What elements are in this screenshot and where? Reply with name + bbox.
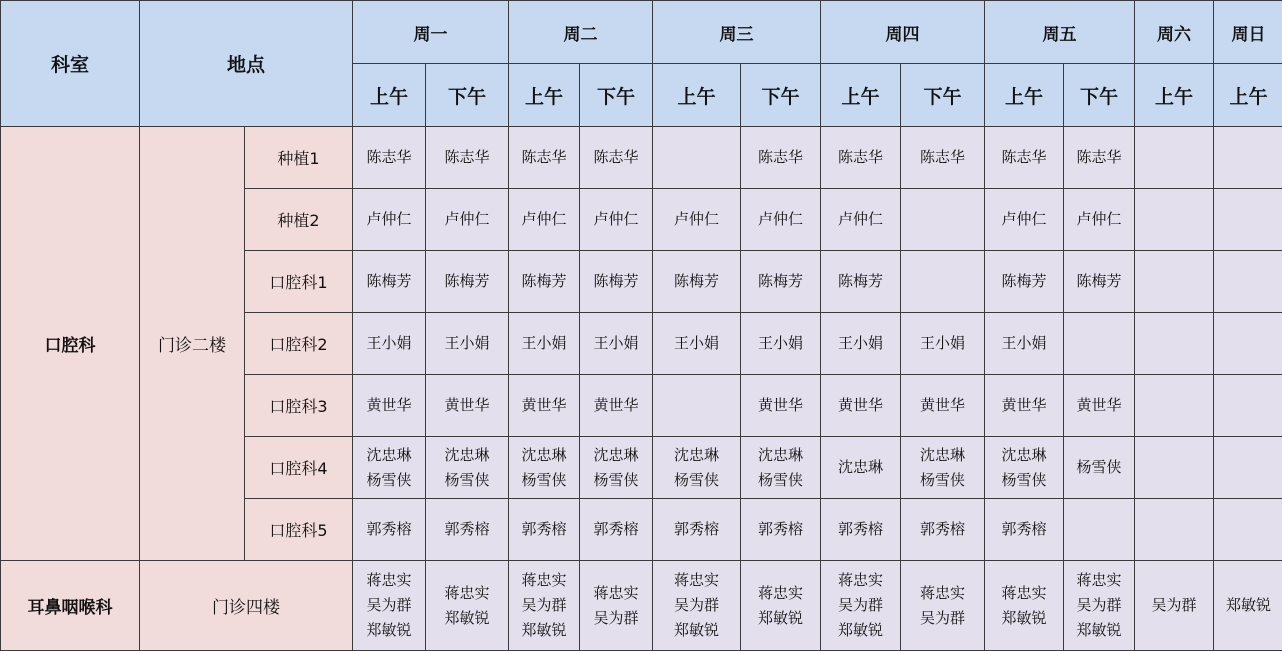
schedule-cell[interactable] (901, 499, 985, 561)
schedule-cell[interactable] (821, 499, 901, 561)
doctor-name: 卢仲仁 (353, 207, 425, 232)
doctor-name: 陈梅芳 (353, 269, 425, 294)
schedule-cell[interactable] (901, 561, 985, 651)
doctor-name: 王小娟 (580, 331, 652, 356)
schedule-cell[interactable] (1135, 189, 1214, 251)
doctor-name: 陈梅芳 (653, 269, 740, 294)
schedule-cell[interactable] (509, 127, 580, 189)
room-cell: 口腔科1 (245, 251, 353, 313)
doctor-name: 卢仲仁 (653, 207, 740, 232)
doctor-name: 卢仲仁 (509, 207, 579, 232)
doctor-name: 沈忠琳 (509, 443, 579, 468)
schedule-cell[interactable] (1214, 375, 1282, 437)
schedule-cell[interactable] (1135, 375, 1214, 437)
doctor-name: 蒋忠实 (426, 581, 508, 606)
schedule-cell[interactable] (741, 375, 821, 437)
doctor-name: 王小娟 (741, 331, 820, 356)
doctor-name: 陈梅芳 (821, 269, 900, 294)
doctor-name: 吴为群 (1135, 593, 1213, 618)
doctor-name: 杨雪侠 (426, 468, 508, 493)
doctor-name: 吴为群 (1064, 593, 1134, 618)
doctor-name: 蒋忠实 (1064, 568, 1134, 593)
doctor-name: 沈忠琳 (741, 443, 820, 468)
slot-header-tue-am: 上午 (509, 64, 580, 127)
dept-header: 科室 (1, 1, 140, 127)
doctor-name: 卢仲仁 (580, 207, 652, 232)
schedule-cell[interactable] (741, 499, 821, 561)
doctor-name: 陈梅芳 (985, 269, 1063, 294)
schedule-cell[interactable] (821, 561, 901, 651)
schedule-cell[interactable] (901, 189, 985, 251)
doctor-name: 黄世华 (580, 393, 652, 418)
doctor-name: 王小娟 (653, 331, 740, 356)
schedule-cell[interactable] (580, 499, 653, 561)
room-cell: 口腔科2 (245, 313, 353, 375)
doctor-name: 郭秀榕 (985, 517, 1063, 542)
doctor-name: 沈忠琳 (985, 443, 1063, 468)
doctor-name: 郭秀榕 (509, 517, 579, 542)
doctor-name: 黄世华 (985, 393, 1063, 418)
schedule-cell[interactable] (1064, 127, 1135, 189)
doctor-name: 陈志华 (353, 145, 425, 170)
schedule-cell[interactable] (1214, 251, 1282, 313)
schedule-row (1, 127, 1282, 189)
doctor-name: 杨雪侠 (985, 468, 1063, 493)
slot-header-wed-am: 上午 (653, 64, 741, 127)
schedule-cell[interactable] (741, 437, 821, 499)
schedule-cell[interactable] (1135, 127, 1214, 189)
location-header: 地点 (140, 1, 353, 127)
room-cell: 口腔科4 (245, 437, 353, 499)
doctor-name: 卢仲仁 (985, 207, 1063, 232)
schedule-row (1, 561, 1282, 651)
doctor-name: 陈梅芳 (580, 269, 652, 294)
slot-header-thu-am: 上午 (821, 64, 901, 127)
schedule-cell[interactable] (426, 251, 509, 313)
schedule-cell[interactable] (426, 499, 509, 561)
doctor-name: 杨雪侠 (509, 468, 579, 493)
schedule-cell[interactable] (580, 561, 653, 651)
doctor-name: 杨雪侠 (741, 468, 820, 493)
doctor-name: 郭秀榕 (741, 517, 820, 542)
schedule-cell[interactable] (509, 437, 580, 499)
schedule-cell[interactable] (509, 313, 580, 375)
doctor-name: 王小娟 (985, 331, 1063, 356)
doctor-name: 郭秀榕 (426, 517, 508, 542)
doctor-name: 王小娟 (901, 331, 984, 356)
day-header-sat: 周六 (1135, 1, 1214, 64)
doctor-name: 吴为群 (821, 593, 900, 618)
schedule-cell[interactable] (580, 251, 653, 313)
doctor-name: 吴为群 (901, 606, 984, 631)
doctor-name: 蒋忠实 (653, 568, 740, 593)
doctor-name: 杨雪侠 (653, 468, 740, 493)
doctor-name: 吴为群 (509, 593, 579, 618)
schedule-cell[interactable] (1064, 437, 1135, 499)
doctor-name: 陈梅芳 (509, 269, 579, 294)
doctor-name: 陈志华 (580, 145, 652, 170)
schedule-cell[interactable] (426, 127, 509, 189)
schedule-cell[interactable] (653, 437, 741, 499)
schedule-cell[interactable] (353, 375, 426, 437)
doctor-name: 吴为群 (580, 606, 652, 631)
schedule-cell[interactable] (1135, 313, 1214, 375)
doctor-name: 郑敏锐 (741, 606, 820, 631)
doctor-name: 沈忠琳 (580, 443, 652, 468)
schedule-cell[interactable] (580, 375, 653, 437)
doctor-name: 陈梅芳 (741, 269, 820, 294)
schedule-cell[interactable] (1064, 251, 1135, 313)
schedule-cell[interactable] (901, 437, 985, 499)
doctor-name: 陈志华 (985, 145, 1063, 170)
schedule-cell[interactable] (353, 127, 426, 189)
schedule-cell[interactable] (580, 189, 653, 251)
schedule-cell[interactable] (1214, 189, 1282, 251)
slot-header-fri-pm: 下午 (1064, 64, 1135, 127)
schedule-body (1, 127, 1282, 651)
schedule-cell[interactable] (426, 561, 509, 651)
doctor-name: 杨雪侠 (1064, 455, 1134, 480)
doctor-name: 王小娟 (426, 331, 508, 356)
schedule-cell[interactable] (901, 127, 985, 189)
day-header-mon: 周一 (353, 1, 509, 64)
doctor-name: 黄世华 (901, 393, 984, 418)
doctor-name: 蒋忠实 (741, 581, 820, 606)
schedule-cell[interactable] (741, 251, 821, 313)
schedule-cell[interactable] (509, 375, 580, 437)
schedule-cell[interactable] (353, 313, 426, 375)
doctor-name: 沈忠琳 (821, 455, 900, 480)
schedule-cell[interactable] (1214, 499, 1282, 561)
schedule-cell[interactable] (509, 251, 580, 313)
doctor-name: 黄世华 (821, 393, 900, 418)
schedule-cell[interactable] (653, 313, 741, 375)
schedule-cell[interactable] (1214, 313, 1282, 375)
dept-cell: 口腔科 (1, 127, 140, 561)
doctor-name: 沈忠琳 (653, 443, 740, 468)
slot-header-wed-pm: 下午 (741, 64, 821, 127)
doctor-name: 杨雪侠 (580, 468, 652, 493)
doctor-name: 杨雪侠 (901, 468, 984, 493)
schedule-cell[interactable] (509, 561, 580, 651)
doctor-name: 沈忠琳 (353, 443, 425, 468)
schedule-cell[interactable] (653, 375, 741, 437)
schedule-cell[interactable] (353, 251, 426, 313)
schedule-cell[interactable] (1064, 561, 1135, 651)
schedule-cell[interactable] (1064, 499, 1135, 561)
schedule-cell[interactable] (985, 313, 1064, 375)
doctor-name: 郑敏锐 (353, 618, 425, 643)
schedule-cell[interactable] (1135, 437, 1214, 499)
schedule-cell[interactable] (353, 189, 426, 251)
schedule-cell[interactable] (901, 375, 985, 437)
schedule-cell[interactable] (821, 375, 901, 437)
doctor-name: 黄世华 (1064, 393, 1134, 418)
schedule-cell[interactable] (985, 437, 1064, 499)
doctor-name: 王小娟 (509, 331, 579, 356)
schedule-cell[interactable] (1135, 561, 1214, 651)
schedule-cell[interactable] (985, 561, 1064, 651)
schedule-cell[interactable] (821, 189, 901, 251)
location-cell: 门诊四楼 (140, 561, 353, 651)
doctor-name: 卢仲仁 (821, 207, 900, 232)
slot-header-sat-am: 上午 (1135, 64, 1214, 127)
doctor-name: 陈梅芳 (426, 269, 508, 294)
schedule-cell[interactable] (821, 313, 901, 375)
doctor-name: 卢仲仁 (1064, 207, 1134, 232)
schedule-cell[interactable] (353, 437, 426, 499)
doctor-name: 蒋忠实 (901, 581, 984, 606)
dept-cell: 耳鼻咽喉科 (1, 561, 140, 651)
doctor-name: 杨雪侠 (353, 468, 425, 493)
doctor-name: 郑敏锐 (1214, 593, 1282, 618)
doctor-name: 黄世华 (353, 393, 425, 418)
schedule-cell[interactable] (741, 189, 821, 251)
doctor-name: 蒋忠实 (353, 568, 425, 593)
doctor-name: 蒋忠实 (821, 568, 900, 593)
day-header-fri: 周五 (985, 1, 1135, 64)
schedule-cell[interactable] (426, 313, 509, 375)
slot-header-mon-pm: 下午 (426, 64, 509, 127)
doctor-name: 沈忠琳 (426, 443, 508, 468)
schedule-cell[interactable] (353, 499, 426, 561)
schedule-cell[interactable] (1135, 499, 1214, 561)
doctor-name: 王小娟 (821, 331, 900, 356)
doctor-name: 黄世华 (426, 393, 508, 418)
slot-header-sun-am: 上午 (1214, 64, 1282, 127)
schedule-cell[interactable] (985, 251, 1064, 313)
schedule-cell[interactable] (985, 127, 1064, 189)
doctor-name: 郑敏锐 (509, 618, 579, 643)
schedule-cell[interactable] (653, 127, 741, 189)
day-header-tue: 周二 (509, 1, 653, 64)
schedule-cell[interactable] (821, 127, 901, 189)
day-header-wed: 周三 (653, 1, 821, 64)
doctor-name: 郑敏锐 (653, 618, 740, 643)
schedule-cell[interactable] (509, 189, 580, 251)
room-cell: 种植2 (245, 189, 353, 251)
schedule-cell[interactable] (580, 437, 653, 499)
schedule-cell[interactable] (653, 189, 741, 251)
schedule-cell[interactable] (1064, 189, 1135, 251)
schedule-cell[interactable] (509, 499, 580, 561)
location-cell: 门诊二楼 (140, 127, 245, 561)
doctor-name: 卢仲仁 (741, 207, 820, 232)
header-row-days (1, 1, 1282, 64)
doctor-name: 黄世华 (741, 393, 820, 418)
schedule-cell[interactable] (821, 251, 901, 313)
doctor-name: 陈志华 (741, 145, 820, 170)
room-cell: 种植1 (245, 127, 353, 189)
doctor-name: 郑敏锐 (821, 618, 900, 643)
doctor-name: 陈志华 (1064, 145, 1134, 170)
schedule-cell[interactable] (901, 313, 985, 375)
schedule-cell[interactable] (741, 127, 821, 189)
slot-header-fri-am: 上午 (985, 64, 1064, 127)
doctor-name: 陈梅芳 (1064, 269, 1134, 294)
doctor-name: 陈志华 (901, 145, 984, 170)
doctor-name: 郭秀榕 (580, 517, 652, 542)
schedule-cell[interactable] (1214, 437, 1282, 499)
schedule-cell[interactable] (580, 313, 653, 375)
doctor-name: 吴为群 (653, 593, 740, 618)
schedule-cell[interactable] (985, 499, 1064, 561)
doctor-name: 黄世华 (509, 393, 579, 418)
doctor-name: 陈志华 (509, 145, 579, 170)
schedule-cell[interactable] (426, 189, 509, 251)
doctor-name: 郭秀榕 (901, 517, 984, 542)
doctor-name: 吴为群 (353, 593, 425, 618)
schedule-cell[interactable] (1135, 251, 1214, 313)
doctor-name: 蒋忠实 (985, 581, 1063, 606)
day-header-sun: 周日 (1214, 1, 1282, 64)
room-cell: 口腔科5 (245, 499, 353, 561)
schedule-cell[interactable] (426, 375, 509, 437)
slot-header-mon-am: 上午 (353, 64, 426, 127)
doctor-name: 陈志华 (821, 145, 900, 170)
schedule-cell[interactable] (426, 437, 509, 499)
schedule-cell[interactable] (741, 313, 821, 375)
doctor-name: 蒋忠实 (509, 568, 579, 593)
schedule-cell[interactable] (653, 251, 741, 313)
schedule-cell[interactable] (741, 561, 821, 651)
slot-header-tue-pm: 下午 (580, 64, 653, 127)
schedule-cell[interactable] (653, 499, 741, 561)
doctor-name: 卢仲仁 (426, 207, 508, 232)
schedule-cell[interactable] (901, 251, 985, 313)
doctor-name: 郑敏锐 (426, 606, 508, 631)
schedule-cell[interactable] (353, 561, 426, 651)
doctor-name: 蒋忠实 (580, 581, 652, 606)
day-header-thu: 周四 (821, 1, 985, 64)
doctor-name: 陈志华 (426, 145, 508, 170)
doctor-name: 王小娟 (353, 331, 425, 356)
doctor-name: 郑敏锐 (985, 606, 1063, 631)
schedule-cell[interactable] (653, 561, 741, 651)
schedule-cell[interactable] (1214, 561, 1282, 651)
schedule-cell[interactable] (985, 189, 1064, 251)
schedule-cell[interactable] (985, 375, 1064, 437)
schedule-cell[interactable] (580, 127, 653, 189)
schedule-cell[interactable] (1064, 313, 1135, 375)
schedule-cell[interactable] (1214, 127, 1282, 189)
doctor-name: 郭秀榕 (653, 517, 740, 542)
doctor-name: 郭秀榕 (353, 517, 425, 542)
schedule-cell[interactable] (821, 437, 901, 499)
doctor-name: 郑敏锐 (1064, 618, 1134, 643)
schedule-cell[interactable] (1064, 375, 1135, 437)
room-cell: 口腔科3 (245, 375, 353, 437)
doctor-name: 沈忠琳 (901, 443, 984, 468)
slot-header-thu-pm: 下午 (901, 64, 985, 127)
doctor-name: 郭秀榕 (821, 517, 900, 542)
